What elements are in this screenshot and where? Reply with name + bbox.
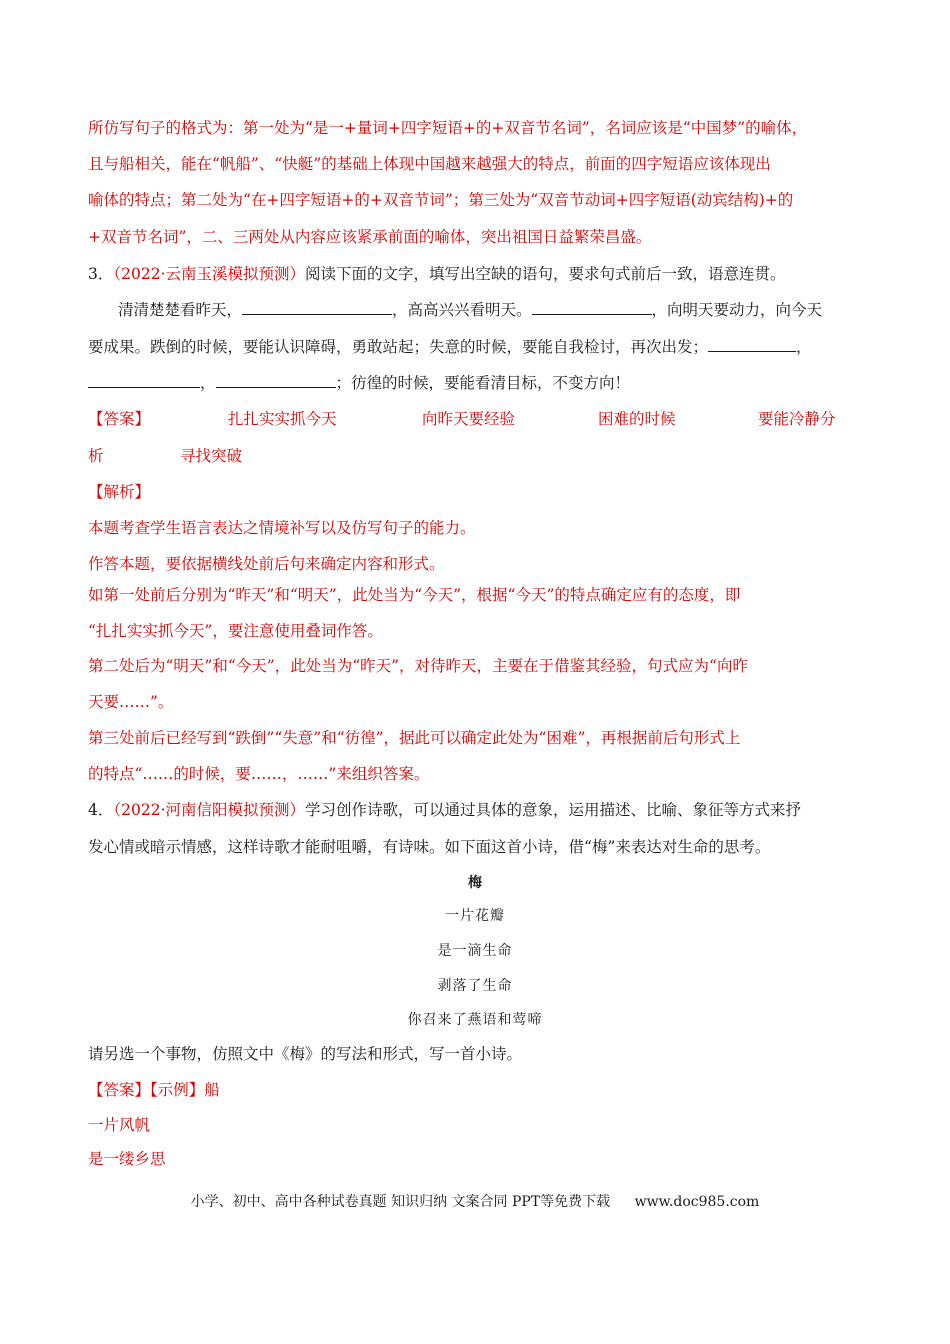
q3-header (88, 263, 870, 285)
q3-analysis-7: 第三处前后已经写到“跌倒”“失意”和“彷徨”，据此可以确定此处为“困难”，再根据前后句形式上 (88, 729, 741, 747)
q3-answer-3: 困难的时候 (598, 410, 676, 428)
intro-line-1: 所仿写句子的格式为：第一处为“是一+量词+四字短语+的+双音节名词”，名词应该是“中国梦”的喻体， (88, 119, 808, 137)
poem-line-2: 是一滴生命 (437, 943, 513, 959)
q3-analysis-2: 作答本题，要依据横线处前后句来确定内容和形式。 (88, 555, 445, 573)
passage-text: 清清楚楚看昨天， (118, 301, 243, 319)
passage-text: ，高高兴兴看明天。 (392, 301, 532, 319)
passage-text: ， (200, 374, 216, 392)
q3-prompt: 阅读下面的文字，填写出空缺的语句，要求句式前后一致，语意连贯。 (305, 265, 786, 283)
poem-line-1: 一片花瓣 (445, 908, 505, 924)
q4-header (88, 799, 870, 821)
q3-analysis-8: 的特点“……的时候，要……，……”来组织答案。 (88, 765, 430, 783)
passage-text: ；彷徨的时候，要能看清目标，不变方向！ (335, 374, 631, 392)
q3-analysis-6: 天要……”。 (88, 693, 174, 711)
q4-prompt-1: 学习创作诗歌，可以通过具体的意象，运用描述、比喻、象征等方式来抒 (305, 801, 802, 819)
q4-answer-line-1: 一片风帆 (88, 1116, 151, 1134)
intro-line-4: +双音节名词”，二、三两处从内容应该紧承前面的喻体，突出祖国日益繁荣昌盛。 (88, 228, 652, 246)
fill-blank-1[interactable] (242, 300, 392, 315)
passage-text: 要成果。跌倒的时候，要能认识障碍，勇敢站起；失意的时候，要能自我检讨，再次出发； (88, 338, 709, 356)
fill-blank-2[interactable] (532, 300, 652, 315)
q4-prompt-2: 发心情或暗示情感，这样诗歌才能耐咀嚼，有诗味。如下面这首小诗，借“梅”来表达对生命的思考。 (88, 838, 771, 856)
passage-text: ， (796, 338, 812, 356)
q3-passage-line-3 (88, 372, 870, 394)
q4-answer-label: 【答案】【示例】船 (88, 1081, 220, 1099)
footer-site-link[interactable]: www.doc985.com (634, 1194, 760, 1210)
q3-source: （2022·云南玉溪模拟预测） (113, 265, 305, 283)
fill-blank-3[interactable] (708, 337, 796, 352)
q3-answer-label: 【答案】 (88, 410, 151, 428)
q3-answer-2: 向昨天要经验 (422, 410, 516, 428)
q3-number: 3． (88, 265, 114, 283)
poem-line-3: 剥落了生命 (437, 978, 513, 994)
q4-task: 请另选一个事物，仿照文中《梅》的写法和形式，写一首小诗。 (88, 1045, 523, 1063)
poem-title: 梅 (468, 875, 482, 891)
q3-analysis-5: 第二处后为“明天”和“今天”，此处当为“昨天”，对待昨天，主要在于借鉴其经验，句式应为“向昨 (88, 657, 748, 675)
q4-answer-line-2: 是一缕乡思 (88, 1150, 166, 1168)
q4-source: （2022·河南信阳模拟预测） (113, 801, 305, 819)
q3-analysis-3: 如第一处前后分别为“昨天”和“明天”，此处当为“今天”，根据“今天”的特点确定应有的态度，即 (88, 586, 741, 604)
q3-passage-line-2 (88, 336, 870, 358)
q3-answer-4: 要能冷静分 (758, 410, 836, 428)
fill-blank-4[interactable] (88, 373, 200, 388)
q3-answer-4-cont: 析 (88, 447, 104, 465)
q3-answer-5: 寻找突破 (180, 447, 243, 465)
page-footer (0, 1191, 950, 1211)
q3-passage-line-1 (118, 299, 870, 321)
q4-number: 4． (88, 801, 114, 819)
poem-line-4: 你召来了燕语和莺啼 (407, 1012, 543, 1028)
footer-text: 小学、初中、高中各种试卷真题 知识归纳 文案合同 PPT等免费下载 (190, 1194, 611, 1210)
q3-analysis-label: 【解析】 (88, 483, 151, 501)
intro-line-3: 喻体的特点；第二处为“在+四字短语+的+双音节词”；第三处为“双音节动词+四字短语(动宾结构)+的 (88, 191, 794, 209)
q3-analysis-1: 本题考查学生语言表达之情境补写以及仿写句子的能力。 (88, 519, 476, 537)
q3-analysis-4: “扎扎实实抓今天”，要注意使用叠词作答。 (88, 622, 383, 640)
passage-text: ，向明天要动力，向今天 (651, 301, 823, 319)
intro-line-2: 且与船相关，能在“帆船”、“快艇”的基础上体现中国越来越强大的特点，前面的四字短语应该体现出 (88, 155, 771, 173)
fill-blank-5[interactable] (216, 373, 336, 388)
q3-answer-1: 扎扎实实抓今天 (228, 410, 337, 428)
